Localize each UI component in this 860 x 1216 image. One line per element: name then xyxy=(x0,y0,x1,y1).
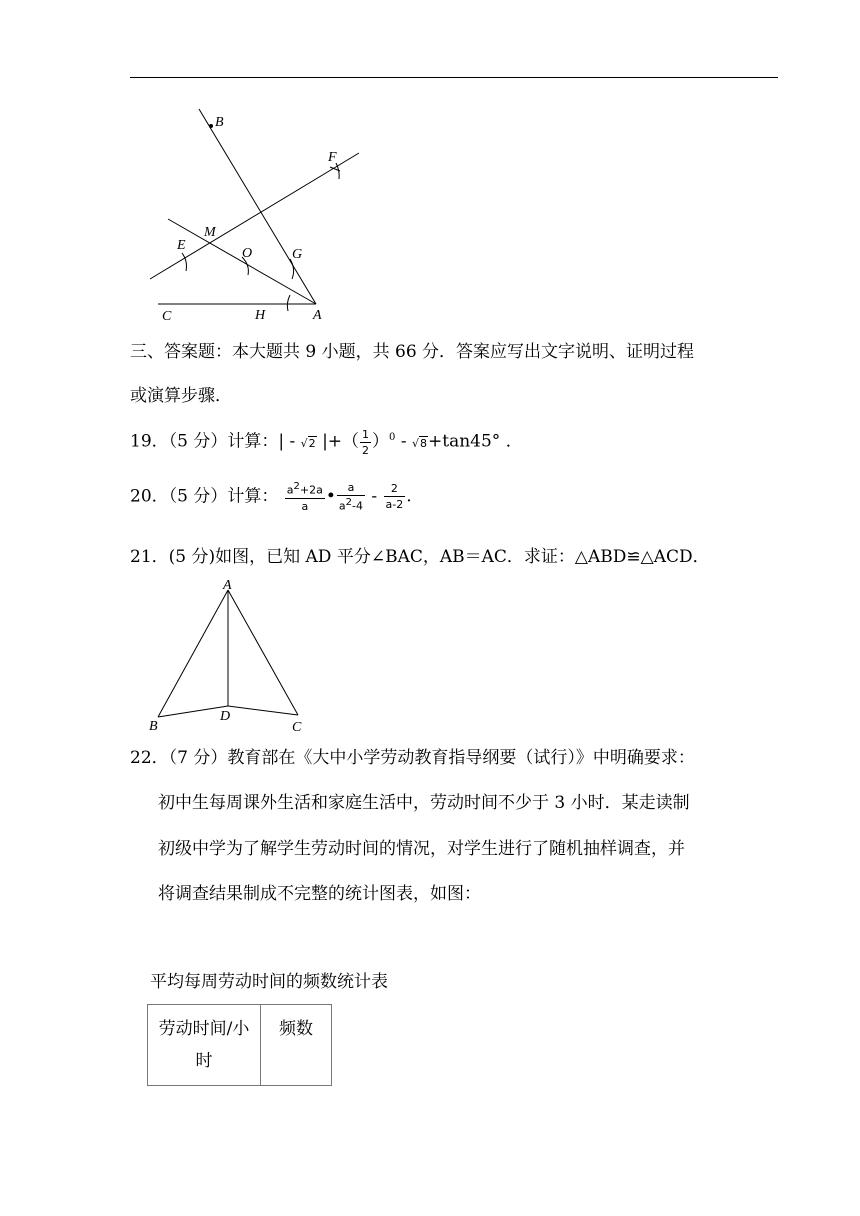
question-22-line4: 将调查结果制成不完整的统计图表，如图： xyxy=(158,884,481,904)
label-O: O xyxy=(242,246,253,261)
label-A2: A xyxy=(223,578,232,593)
question-19: 19．（5 分）计算：| - √2 |+（ $\frac{1}{2}$ ）$^0$ - √8+tan45° ． xyxy=(130,427,523,457)
arc-H xyxy=(287,295,290,311)
question-22-line1: 22．（7 分）教育部在《大中小学劳动教育指导纲要（试行）》中明确要求： xyxy=(130,748,695,768)
col-header-time: 劳动时间/小 时 xyxy=(148,1005,261,1086)
question-20: 20．（5 分）计算： $\frac{a^2+2a}{a}$ • $\frac{a}{a^2-4}$ - $\frac{2}{a-2}$ . xyxy=(130,481,412,513)
col-header-frequency: 频数 xyxy=(261,1005,332,1086)
ray-EF xyxy=(150,153,359,279)
label-F: F xyxy=(328,150,337,165)
label-E: E xyxy=(177,238,186,253)
label-G: G xyxy=(292,247,303,262)
line-BA xyxy=(199,109,316,304)
section3-heading: 三、答案题：本大题共 9 小题，共 66 分．答案应写出文字说明、证明过程 xyxy=(130,342,695,362)
label-B: B xyxy=(215,115,224,130)
frequency-table xyxy=(147,1004,332,1086)
question-22-line2: 初中生每周课外生活和家庭生活中，劳动时间不少于 3 小时．某走读制 xyxy=(158,793,690,813)
section3-heading-cont: 或演算步骤． xyxy=(130,386,232,406)
label-A: A xyxy=(313,308,322,323)
table-title: 平均每周劳动时间的频数统计表 xyxy=(150,972,388,992)
header-rule xyxy=(130,77,778,78)
label-H: H xyxy=(255,308,266,323)
question-21: 21．(5 分)如图，已知 AD 平分∠BAC，AB＝AC．求证：△ABD≌△ACD． xyxy=(130,547,710,567)
label-B2: B xyxy=(149,719,158,734)
triangle-figure xyxy=(140,578,320,738)
label-D2: D xyxy=(220,709,231,724)
label-C: C xyxy=(162,309,172,324)
label-M: M xyxy=(204,225,216,240)
arc-E xyxy=(182,253,187,271)
construction-figure xyxy=(140,105,380,330)
label-C2: C xyxy=(292,720,302,735)
question-22-line3: 初级中学为了解学生劳动时间的情况，对学生进行了随机抽样调查，并 xyxy=(158,839,685,859)
